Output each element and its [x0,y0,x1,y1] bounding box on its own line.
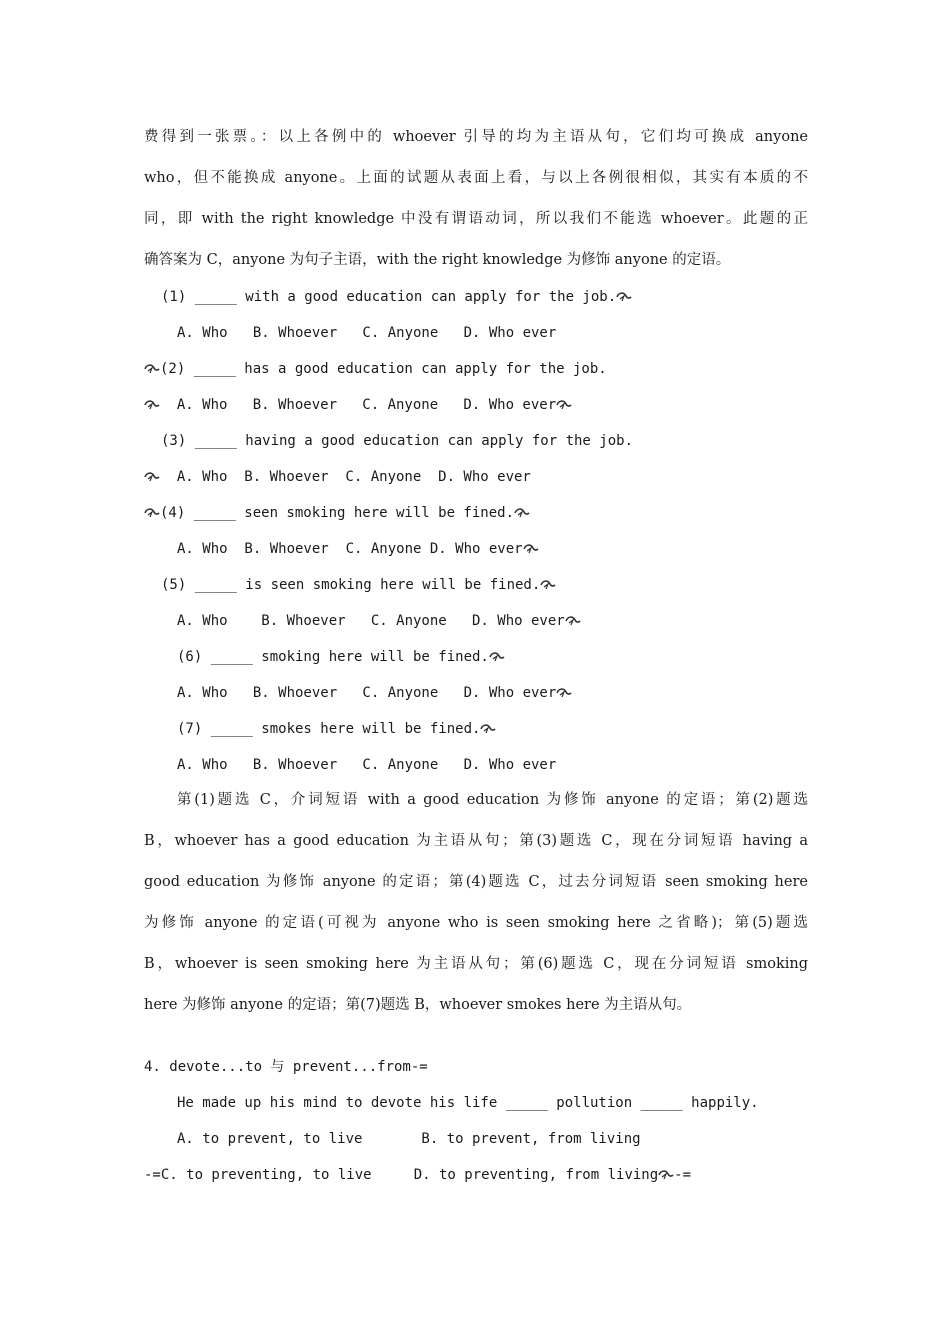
answers-line-4: 为修饰 anyone 的定语(可视为 anyone who is seen smoking here 之省略)；第(5)题选 [144,915,808,931]
question-4-options-line [177,539,841,559]
editor-mark-icon [616,290,632,302]
editor-mark-icon [480,722,496,734]
section-4-heading [144,1057,808,1077]
answers-line-3: good education 为修饰 anyone 的定语；第(4)题选 C，过去分词短语 seen smoking here [144,874,808,890]
question-5-text: (5) _____ is seen smoking here will be fined. [161,577,541,593]
question-6-options: A. Who B. Whoever C. Anyone D. Who ever [177,685,557,701]
editor-mark-icon [565,614,581,626]
section-4-options-cd-line [144,1165,808,1185]
question-6-text: (6) _____ smoking here will be fined. [177,649,489,665]
intro-line-2: who，但不能换成 anyone。上面的试题从表面上看，与以上各例很相似，其实有本质的不 [144,170,808,186]
answers-line-6: here 为修饰 anyone 的定语；第(7)题选 B，whoever smokes here 为主语从句。 [144,997,692,1013]
section-4-heading-mark: -= [410,1059,428,1075]
question-3: (3) _____ having a good education can apply for the job. [161,433,634,449]
editor-mark-icon [556,686,572,698]
editor-mark-icon [658,1168,674,1180]
section-4-heading-text: 4. devote...to 与 prevent...from [144,1059,411,1075]
section-4-options-ab: A. to prevent, to live B. to prevent, from living [177,1131,641,1147]
editor-mark-icon [144,506,160,518]
question-5-options: A. Who B. Whoever C. Anyone D. Who ever [177,613,565,629]
answers-line-5: B，whoever is seen smoking here 为主语从句；第(6)题选 C，现在分词短语 smoking [144,956,808,972]
question-2 [144,359,808,379]
section-4-options-cd-prefix: -= [144,1167,161,1183]
editor-mark-icon [489,650,505,662]
editor-mark-icon [540,578,556,590]
editor-mark-icon [556,398,572,410]
question-3-options: A. Who B. Whoever C. Anyone D. Who ever [176,469,531,485]
section-4-options-cd-tail: -= [674,1167,692,1183]
question-2-options-line [144,395,808,415]
question-1 [161,287,825,307]
question-7-options: A. Who B. Whoever C. Anyone D. Who ever [177,757,557,773]
question-1-text: (1) _____ with a good education can apply for the job. [161,289,617,305]
editor-mark-icon [144,470,160,482]
question-6 [177,647,841,667]
section-4-options-cd: C. to preventing, to live D. to preventing, from living [160,1167,659,1183]
question-5 [161,575,825,595]
section-4-sentence: He made up his mind to devote his life _____ pollution _____ happily. [177,1095,759,1111]
intro-line-3: 同，即 with the right knowledge 中没有谓语动词，所以我们不能选 whoever。此题的正 [144,211,808,227]
question-4-options: A. Who B. Whoever C. Anyone D. Who ever [177,541,523,557]
answers-line-2: B，whoever has a good education 为主语从句；第(3)题选 C，现在分词短语 having a [144,833,808,849]
question-2-options: A. Who B. Whoever C. Anyone D. Who ever [176,397,557,413]
question-4 [144,503,808,523]
intro-line-4: 确答案为 C，anyone 为句子主语，with the right knowledge 为修饰 anyone 的定语。 [144,252,731,268]
question-7-text: (7) _____ smokes here will be fined. [177,721,481,737]
question-6-options-line [177,683,841,703]
editor-mark-icon [144,362,160,374]
question-4-text: (4) _____ seen smoking here will be fined. [160,505,515,521]
question-2-text: (2) _____ has a good education can apply for the job. [160,361,607,377]
answers-line-1: 第(1)题选 C，介词短语 with a good education 为修饰 anyone 的定语；第(2)题选 [177,792,808,808]
question-5-options-line [177,611,841,631]
editor-mark-icon [523,542,539,554]
question-1-options: A. Who B. Whoever C. Anyone D. Who ever [177,325,557,341]
editor-mark-icon [514,506,530,518]
question-7 [177,719,841,739]
editor-mark-icon [144,398,160,410]
question-3-options-line [144,467,808,487]
intro-line-1: 费得到一张票。：以上各例中的 whoever 引导的均为主语从句，它们均可换成 anyone [144,129,808,145]
